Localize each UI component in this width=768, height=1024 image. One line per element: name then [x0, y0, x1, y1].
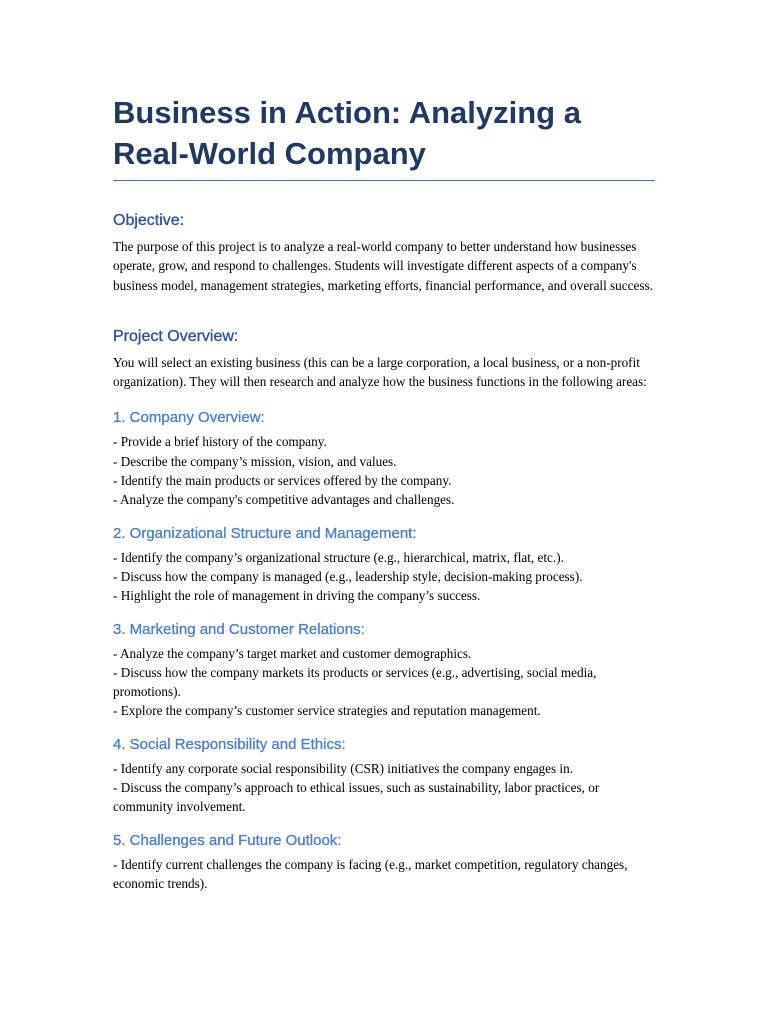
section-heading: 2. Organizational Structure and Management: [113, 524, 417, 542]
section-list [113, 644, 655, 721]
section-organizational-structure [113, 524, 655, 606]
list-item: - Discuss how the company markets its products or services (e.g., advertising, social media, promotions). [113, 664, 597, 700]
project-overview-paragraph: You will select an existing business (this can be a large corporation, a local business, or a non-profit organization). They will then research and analyze how the business functions in the following areas: [113, 354, 647, 390]
section-challenges [113, 831, 655, 894]
list-item: - Identify the company’s organizational structure (e.g., hierarchical, matrix, flat, etc.). [113, 549, 564, 565]
objective-paragraph: The purpose of this project is to analyze a real-world company to better understand how businesses operate, grow, and respond to challenges. Students will investigate different aspects of a company's business model, management strategies, marketing efforts, financial performance, and overall success. [113, 239, 653, 293]
list-item: - Identify current challenges the company is facing (e.g., market competition, regulatory changes, economic trends). [113, 856, 628, 891]
section-list [113, 548, 655, 606]
section-list [113, 855, 655, 894]
list-item: - Identify any corporate social responsibility (CSR) initiatives the company engages in. [113, 760, 573, 776]
list-item: - Analyze the company's competitive advantages and challenges. [113, 492, 455, 508]
list-item: - Provide a brief history of the company. [113, 434, 327, 450]
section-heading: 3. Marketing and Customer Relations: [113, 620, 365, 638]
section-list [113, 432, 655, 509]
page-title: Business in Action: Analyzing a Real-World Company [113, 92, 655, 181]
section-list [113, 759, 655, 817]
section-heading: 4. Social Responsibility and Ethics: [113, 735, 346, 753]
list-item: - Discuss the company’s approach to ethical issues, such as sustainability, labor practices, or community involvement. [113, 780, 600, 815]
list-item: - Identify the main products or services offered by the company. [113, 473, 452, 489]
list-item: - Analyze the company’s target market and customer demographics. [113, 645, 472, 661]
section-heading: 5. Challenges and Future Outlook: [113, 831, 342, 849]
list-item: - Discuss how the company is managed (e.g., leadership style, decision-making process). [113, 568, 583, 584]
section-heading: 1. Company Overview: [113, 409, 265, 427]
list-item: - Highlight the role of management in driving the company’s success. [113, 588, 481, 604]
project-overview-heading: Project Overview: [113, 327, 239, 345]
list-item: - Describe the company’s mission, vision, and values. [113, 453, 397, 469]
section-company-overview [113, 408, 655, 509]
section-social-responsibility [113, 735, 655, 817]
list-item: - Explore the company’s customer service strategies and reputation management. [113, 703, 541, 719]
objective-heading: Objective: [113, 212, 185, 229]
section-marketing [113, 620, 655, 721]
